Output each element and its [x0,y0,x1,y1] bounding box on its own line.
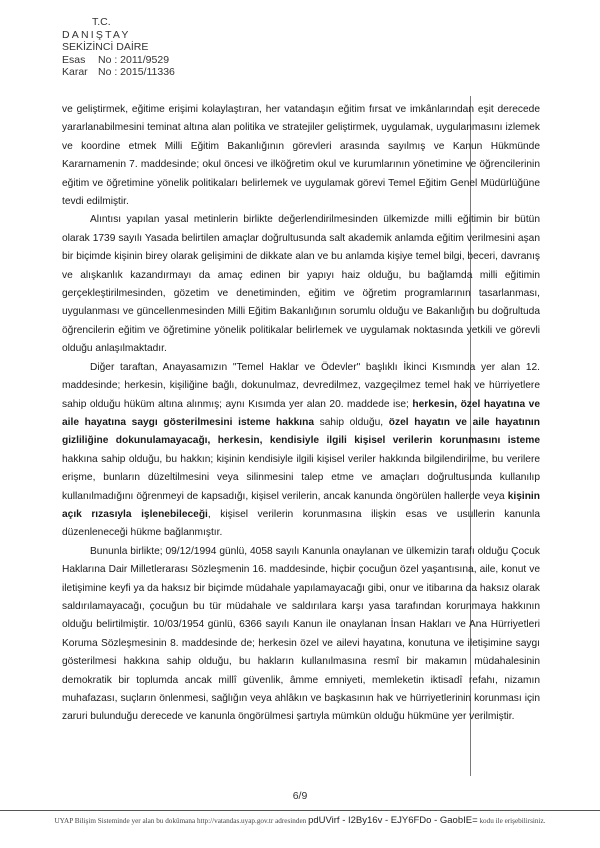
document-body [62,101,540,727]
bold-text: kişinin açık rızasıyla işlenebileceği [62,490,540,520]
department-name: SEKİZİNCİ DAİRE [62,41,149,53]
paragraph-text: Bununla birlikte; 09/12/1994 günlü, 4058 sayılı Kanunla onaylanan ve ülkemizin tarafı olduğu Çocuk Haklarına Dair Milletlerarası Sözleşmenin 16. maddesinde, hiçbir çocuğun özel yaşantısına, aile, konut ve iletişimine keyfi ya da haksız bir biçimde müdahale yapılamayacağı gibi, onur ve itibarına da haksız olarak saldırılamayacağı, çocuğun bu tür müdahale ve saldırılara karşı yasa tarafından korunmaya hakkının olduğu belirtilmiştir. 10/03/1954 günlü, 6366 sayılı Kanun ile onaylanan İnsan Hakları ve Ana Hürriyetleri Koruma Sözleşmesinin 8. maddesinde de; herkesin özel ve ailevi hayatına, konutuna ve iletişimine saygı gösterilmesi hakkına sahip olduğu, bu hakların kullanılmasına resmî bir makamın müdahalesinin demokratik bir toplumda ancak millî güvenlik, âmme emniyeti, memleketin iktisadî refahı, nizamın muhafazası, suçların önlenmesi, sağlığın veya ahlâkın ve başkasının hak ve hürriyetlerinin korunması için zaruri bulunduğu derecede ve kanunla öngörülmesi şartıyla mümkün olduğu hükmüne yer verilmiştir. [62,545,540,723]
karar-number: No : 2015/11336 [98,66,175,78]
page-number: 6/9 [292,790,308,802]
esas-row [62,54,175,67]
footer-notice: UYAP Bilişim Sisteminde yer alan bu dokümana http://vatandas.uyap.gov.tr adresinden [54,817,307,825]
body-paragraph [62,359,540,543]
bold-text: özel hayatın ve aile hayatının gizliliğine dokunulamayacağı, herkesin, kendisiyle ilgili kişisel verilerin korunmasını isteme [62,416,540,447]
karar-label: Karar [62,66,88,78]
paragraph-text: Diğer taraftan, Anayasamızın "Temel Haklar ve Ödevler" başlıklı İkinci Kısmında yer alan 12. maddesinde; herkesin, kişiliğine bağlı, dokunulmaz, devredilmez, vazgeçilmez temel hak ve hürriyetlere sahip olduğu hüküm altına alınmış; aynı Kısımda yer alan 20. maddede ise; [62,361,540,410]
paragraph-text: sahip olduğu, [314,416,389,428]
paragraph-text: , kişisel verilerin korunmasına ilişkin esas ve usullerin kanunla düzenleneceği hükme bağlanmıştır. [62,508,540,539]
uyap-footer [0,810,600,826]
republic-label: T.C. [92,16,111,28]
esas-label: Esas [62,53,86,66]
bold-text: herkesin, özel hayatına ve aile hayatına saygı gösterilmesini isteme hakkına [62,398,540,428]
paragraph-text: hakkına sahip olduğu, bu hakkın; kişinin kendisiyle ilgili kişisel veriler hakkında bilgilendirilme, bu verilere erişme, bunların düzeltilmesini veya silinmesini talep etme ve amaçları doğrultusunda kullanılıp kullanılmadığını öğrenmeyi de kapsadığı, kişisel verilerin, ancak kanunda öngörülen hallerde veya [62,453,540,502]
access-code: pdUVirf - I2By16v - EJY6FDo - GaobIE= [308,815,478,826]
body-paragraph [62,543,540,727]
document-header [62,16,175,79]
paragraph-text: Alıntısı yapılan yasal metinlerin birlikte değerlendirilmesinden ülkemizde milli eğitimin bir bütün olarak 1739 sayılı Yasada belirtilen amaçlar doğrultusunda salt akademik anlamda eğitim verilmesini aşan bir biçimde kişinin birey olarak gelişimini de dikkate alan ve bu anlamda kişiye temel bilgi, beceri, davranış ve alışkanlık kazandırmayı da amaç edinen bir yapıyı haiz olduğu, bu bağlamda milli eğitimin gerçekleştirilmesinden, gözetim ve denetiminden, eğitim ve öğretim programlarının tasarlanması, uygulanması ve güncellenmesinden Milli Eğitim Bakanlığının sorumlu olduğu ve Bakanlığın bu doğrultuda öğrencilerin eğitim ve öğretimine yönelik politikalar belirlemek ve uygulamak noktasında yetkili ve görevli olduğu anlaşılmaktadır. [62,214,540,355]
body-paragraph [62,211,540,358]
esas-number: No : 2011/9529 [98,53,170,66]
karar-row [62,66,175,79]
body-paragraph [62,101,540,211]
footer-suffix: kodu ile erişebilirsiniz. [479,817,546,825]
court-name: DANIŞTAY [62,28,131,41]
paragraph-text: ve geliştirmek, eğitime erişimi kolaylaştıran, her vatandaşın eğitim fırsat ve imkânlarından eşit derecede yararlanabilmesini teminat altına alan politika ve stratejiler geliştirmek, uygulamak, uygulanmasını izlemek ve koordine etmek Milli Eğitim Bakanlığının görevleri arasında sayılmış ve Kanun Hükmünde Kararnamenin 7. maddesinde; okul öncesi ve ilköğretim okul ve kurumlarının yönetimine ve öğrencilerinin eğitim ve öğretimine yönelik politikaları belirlemek ve uygulamak görevi Temel Eğitim Genel Müdürlüğüne tevdi edilmiştir. [62,104,540,208]
